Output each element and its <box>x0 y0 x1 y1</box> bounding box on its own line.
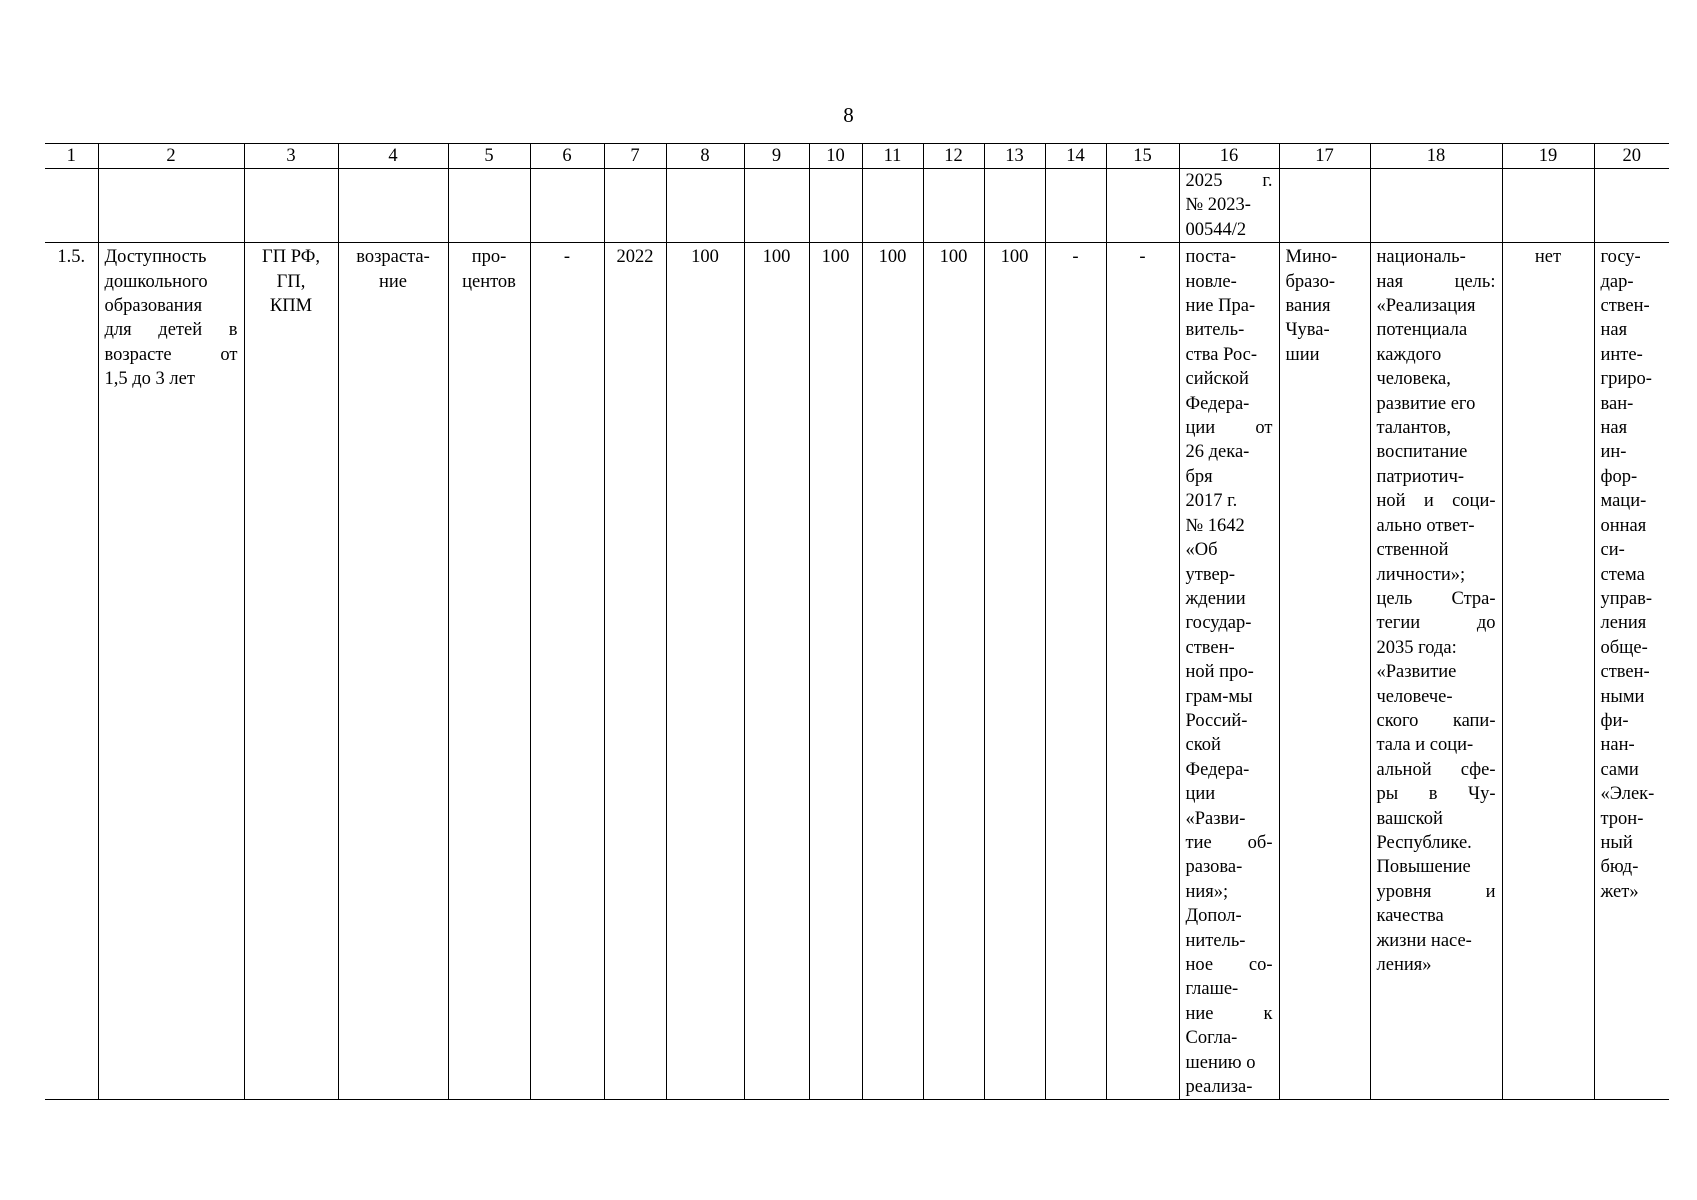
cell-line: управ- <box>1600 588 1653 609</box>
cell-line: бря <box>1185 466 1213 487</box>
cell-line: ными <box>1600 686 1645 707</box>
cell-line: «Об <box>1185 540 1218 561</box>
table-cell <box>1594 169 1669 243</box>
cell-line: 26 дека- <box>1185 442 1250 463</box>
cell-line: ная цель: <box>1376 271 1496 292</box>
cell-line: ван- <box>1600 393 1634 414</box>
column-header: 12 <box>923 144 984 169</box>
table-cell <box>244 169 338 243</box>
cell-line: Допол- <box>1185 906 1242 927</box>
cell-line: фи- <box>1600 710 1629 731</box>
responsible-cell <box>1279 243 1370 1100</box>
indicator-row <box>45 243 1669 1100</box>
cell-line: цель Стра- <box>1376 588 1496 609</box>
column-header: 6 <box>530 144 604 169</box>
table-cell <box>1106 169 1179 243</box>
cell-line: ной и соци- <box>1376 491 1496 512</box>
value-cell: 100 <box>984 243 1045 1100</box>
cell-line: вания <box>1285 296 1331 317</box>
level-cell <box>244 243 338 1100</box>
cell-line: инте- <box>1600 344 1643 365</box>
goal-cell <box>1370 243 1502 1100</box>
cell-line: Повышение <box>1376 857 1471 878</box>
column-header: 4 <box>338 144 448 169</box>
table-cell <box>1045 169 1106 243</box>
cell-line: ствен- <box>1185 637 1235 658</box>
cell-line: ждении <box>1185 588 1246 609</box>
cell-line: бюд- <box>1600 857 1639 878</box>
column-header: 15 <box>1106 144 1179 169</box>
column-header: 13 <box>984 144 1045 169</box>
cell-line: сийской <box>1185 369 1249 390</box>
base-year-cell: 2022 <box>604 243 666 1100</box>
table-cell <box>923 169 984 243</box>
cell-line: ции <box>1185 784 1216 805</box>
cell-line: талантов, <box>1376 418 1451 439</box>
cell-line: тие об- <box>1185 832 1273 853</box>
cell-line: ния»; <box>1185 881 1229 902</box>
column-header: 7 <box>604 144 666 169</box>
cell-line: Республике. <box>1376 832 1472 853</box>
cell-line: ства Рос- <box>1185 344 1258 365</box>
cell-line: для детей в <box>104 320 238 341</box>
cell-line: националь- <box>1376 247 1466 268</box>
column-header: 11 <box>862 144 923 169</box>
column-header: 14 <box>1045 144 1106 169</box>
cell-line: качества <box>1376 906 1444 927</box>
cell-line: человече- <box>1376 686 1453 707</box>
column-number-row <box>45 144 1669 169</box>
cell-line: Россий- <box>1185 710 1248 731</box>
cell-line: ально ответ- <box>1376 515 1475 536</box>
table-cell <box>666 169 744 243</box>
cell-line: ления <box>1600 613 1647 634</box>
cell-line: поста- <box>1185 247 1237 268</box>
table-cell <box>98 169 244 243</box>
value-cell: - <box>530 243 604 1100</box>
column-header: 5 <box>448 144 530 169</box>
cell-line: ции от <box>1185 418 1273 439</box>
cell-line: КПМ <box>269 296 313 317</box>
cell-line: обще- <box>1600 637 1648 658</box>
value-cell: 100 <box>923 243 984 1100</box>
table-cell <box>809 169 862 243</box>
cell-line: № 1642 <box>1185 515 1245 536</box>
cell-line: уровня и <box>1376 881 1496 902</box>
column-header: 19 <box>1502 144 1594 169</box>
table-cell <box>1279 169 1370 243</box>
cell-line: сами <box>1600 759 1639 780</box>
cell-line: вашской <box>1376 808 1443 829</box>
cell-line: жизни насе- <box>1376 930 1472 951</box>
cell-line: патриотич- <box>1376 466 1465 487</box>
value-cell: нет <box>1502 243 1594 1100</box>
cell-line: про- <box>471 247 507 268</box>
table-cell <box>530 169 604 243</box>
value-cell: - <box>1045 243 1106 1100</box>
cell-line: гриро- <box>1600 369 1652 390</box>
cell-line: нан- <box>1600 735 1635 756</box>
cell-line: государ- <box>1185 613 1252 634</box>
cell-line: шии <box>1285 344 1320 365</box>
cell-line: тегии до <box>1376 613 1496 634</box>
table-cell <box>448 169 530 243</box>
cell-line: ние Пра- <box>1185 296 1256 317</box>
table-cell <box>338 169 448 243</box>
cell-line: госу- <box>1600 247 1641 268</box>
cell-line: ный <box>1600 832 1633 853</box>
cell-line: ной про- <box>1185 662 1254 683</box>
cell-line: «Элек- <box>1600 784 1655 805</box>
cell-line: потенциала <box>1376 320 1468 341</box>
column-header: 16 <box>1179 144 1279 169</box>
cell-line: ние к <box>1185 1003 1273 1024</box>
cell-line: Согла- <box>1185 1028 1238 1049</box>
value-cell: - <box>1106 243 1179 1100</box>
cell-line: ГП, <box>276 271 306 292</box>
cell-line: Чува- <box>1285 320 1330 341</box>
cell-line: жет» <box>1600 881 1639 902</box>
cell-line: утвер- <box>1185 564 1236 585</box>
continuation-row <box>45 169 1669 243</box>
cell-line: онная <box>1600 515 1647 536</box>
cell-line: глаше- <box>1185 979 1239 1000</box>
cell-line: возрасте от <box>104 344 238 365</box>
cell-line: си- <box>1600 540 1625 561</box>
cell-line: Доступность <box>104 247 207 268</box>
table-cell <box>1502 169 1594 243</box>
column-header: 1 <box>45 144 98 169</box>
column-header: 18 <box>1370 144 1502 169</box>
column-header: 8 <box>666 144 744 169</box>
indicator-table <box>45 143 1669 1100</box>
column-header: 17 <box>1279 144 1370 169</box>
cell-line: личности»; <box>1376 564 1466 585</box>
cell-line: Федера- <box>1185 393 1250 414</box>
cell-line: ин- <box>1600 442 1627 463</box>
cell-line: дар- <box>1600 271 1634 292</box>
column-header: 3 <box>244 144 338 169</box>
cell-line: Мино- <box>1285 247 1338 268</box>
cell-line: нитель- <box>1185 930 1246 951</box>
cell-line: ры в Чу- <box>1376 784 1496 805</box>
cell-line: центов <box>462 271 516 292</box>
cell-line: трон- <box>1600 808 1644 829</box>
cell-line: витель- <box>1185 320 1245 341</box>
cell-line: фор- <box>1600 466 1638 487</box>
page-number: 8 <box>843 103 854 127</box>
cell-line: ления» <box>1376 955 1432 975</box>
cell-line: 2017 г. <box>1185 491 1238 512</box>
cell-line: 00544/2 <box>1185 219 1247 240</box>
cell-line: «Развитие <box>1376 662 1457 683</box>
cell-line: «Реализация <box>1376 296 1476 317</box>
cell-line: стема <box>1600 564 1645 585</box>
cell-line: ная <box>1600 320 1628 341</box>
table-cell <box>984 169 1045 243</box>
cell-line: ная <box>1600 418 1628 439</box>
column-header: 20 <box>1594 144 1669 169</box>
cell-line: маци- <box>1600 491 1647 512</box>
cell-line: ской <box>1185 735 1221 756</box>
value-cell: 100 <box>862 243 923 1100</box>
indicator-name-cell <box>98 243 244 1100</box>
cell-line: ского капи- <box>1376 710 1496 731</box>
document-cell <box>1179 243 1279 1100</box>
cell-line: ственной <box>1376 540 1449 561</box>
cell-line: ствен- <box>1600 662 1650 683</box>
cell-line: шению о <box>1185 1052 1256 1073</box>
trend-cell <box>338 243 448 1100</box>
cell-line: возраста- <box>356 247 430 268</box>
value-cell: 100 <box>666 243 744 1100</box>
column-header: 2 <box>98 144 244 169</box>
unit-cell <box>448 243 530 1100</box>
cell-line: грам-мы <box>1185 686 1253 707</box>
cell-line: новле- <box>1185 271 1237 292</box>
column-header: 9 <box>744 144 809 169</box>
table-cell <box>744 169 809 243</box>
table-cell <box>1370 169 1502 243</box>
value-cell: 100 <box>809 243 862 1100</box>
column-header: 10 <box>809 144 862 169</box>
cell-line: развитие его <box>1376 393 1476 414</box>
cell-line: реализа- <box>1185 1077 1253 1098</box>
cell-line: № 2023- <box>1185 195 1251 216</box>
cell-line: альной сфе- <box>1376 759 1496 780</box>
cell-line: образования <box>104 296 203 317</box>
cell-line: воспитание <box>1376 442 1468 463</box>
cell-line: человека, <box>1376 369 1451 390</box>
cell-line: 1,5 до 3 лет <box>104 369 195 390</box>
info-system-cell <box>1594 243 1669 1100</box>
cell-line: дошкольного <box>104 271 208 292</box>
table-cell <box>862 169 923 243</box>
cell-line: Федера- <box>1185 759 1250 780</box>
cell-line: тала и соци- <box>1376 735 1474 756</box>
row-number-cell: 1.5. <box>45 243 98 1100</box>
value-cell: 100 <box>744 243 809 1100</box>
cell-line: 2035 года: <box>1376 637 1457 658</box>
cell-line: каждого <box>1376 344 1442 365</box>
table-cell <box>45 169 98 243</box>
cell-line: 2025 г. <box>1185 171 1273 191</box>
cell-line: «Разви- <box>1185 808 1246 829</box>
table-cell <box>604 169 666 243</box>
cell-line: бразо- <box>1285 271 1335 292</box>
cell-line: ГП РФ, <box>262 247 320 268</box>
document-continuation-cell <box>1179 169 1279 243</box>
cell-line: разова- <box>1185 857 1243 878</box>
cell-line: ное со- <box>1185 955 1273 975</box>
cell-line: ние <box>378 271 407 292</box>
cell-line: ствен- <box>1600 296 1650 317</box>
